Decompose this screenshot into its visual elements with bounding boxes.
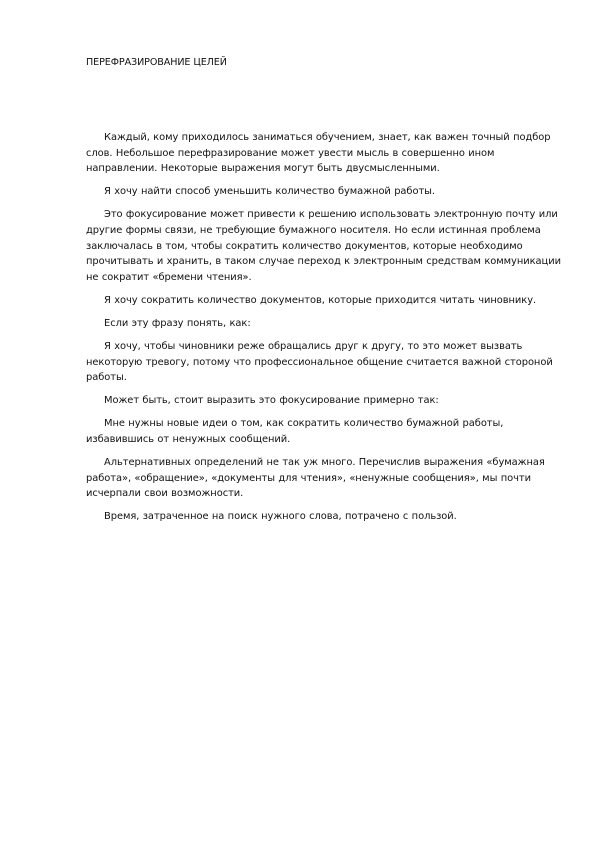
paragraph-interpretation: Если эту фразу понять, как: bbox=[104, 317, 251, 329]
paragraph-goal-statement: Я хочу найти способ уменьшить количество бумажной работы. bbox=[104, 186, 435, 198]
paragraph-officials: Я хочу, чтобы чиновники реже обращались друг к другу, то это может вызвать некоторую тревогу, потому что профессиональное общение считается важной стороной работы. bbox=[86, 341, 553, 384]
document-body bbox=[86, 130, 564, 532]
paragraph-alternatives: Альтернативных определений не так уж много. Перечислив выражения «бумажная работа», «обращение», «документы для чтения», «ненужные сообщения», мы почти исчерпали свои возможности. bbox=[86, 457, 545, 500]
paragraph-new-ideas: Мне нужны новые идеи о том, как сократить количество бумажной работы, избавившись от ненужных сообщений. bbox=[86, 418, 504, 445]
paragraph-reduce-documents: Я хочу сократить количество документов, которые приходится читать чиновнику. bbox=[104, 294, 537, 306]
paragraph-intro: Каждый, кому приходилось заниматься обучением, знает, как важен точный подбор слов. Небольшое перефразирование может увести мысль в совершенно ином направлении. Некоторые выражения могут быть двусмысленными. bbox=[86, 132, 551, 175]
paragraph-email-solution: Это фокусирование может привести к решению использовать электронную почту или другие формы связи, не требующие бумажного носителя. Но если истинная проблема заключалась в том, чтобы сократить количество документов, которые необходимо прочитывать и хранить, в таком случае переход к электронным средствам коммуникации не сократит «бремени чтения». bbox=[86, 209, 561, 283]
paragraph-conclusion: Время, затраченное на поиск нужного слова, потрачено с пользой. bbox=[104, 511, 457, 523]
paragraph-refocus: Может быть, стоит выразить это фокусирование примерно так: bbox=[104, 395, 439, 407]
document-title: ПЕРЕФРАЗИРОВАНИЕ ЦЕЛЕЙ bbox=[86, 57, 227, 68]
